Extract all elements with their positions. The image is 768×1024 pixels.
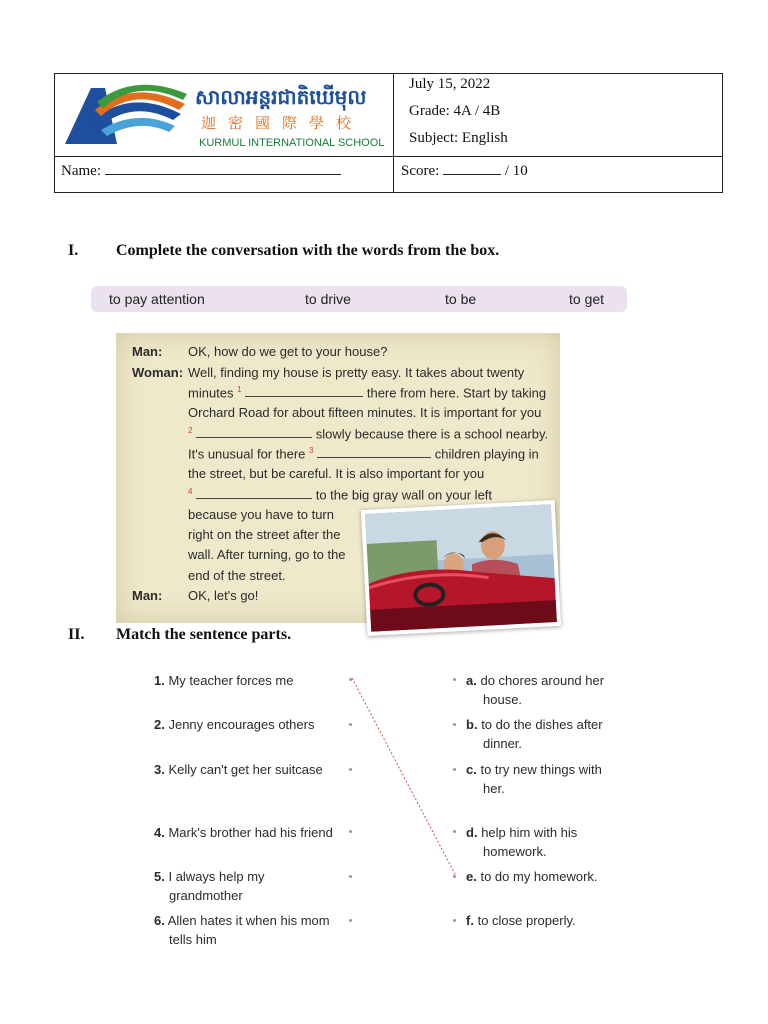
match-left-item bbox=[154, 760, 323, 779]
item-text: grandmother bbox=[169, 888, 243, 903]
item-text: dinner. bbox=[483, 736, 523, 751]
match-left-item bbox=[154, 867, 265, 905]
item-text: homework. bbox=[483, 844, 547, 859]
word-option: to pay attention bbox=[109, 291, 205, 307]
school-name-khmer: សាលាអន្តរជាតិឃើមុល bbox=[195, 85, 367, 109]
section-1-number: I. bbox=[68, 242, 79, 259]
blank-number: 4 bbox=[188, 487, 193, 496]
match-right-item bbox=[466, 911, 576, 930]
conversation-line: because you have to turn bbox=[188, 507, 334, 522]
item-text: tells him bbox=[169, 932, 217, 947]
match-right-item bbox=[466, 823, 577, 861]
item-text: house. bbox=[483, 692, 523, 707]
match-left-item bbox=[154, 715, 314, 734]
item-text: help him with his bbox=[481, 825, 578, 840]
conversation-line: end of the street. bbox=[188, 568, 286, 583]
subject-text: Subject: English bbox=[409, 130, 508, 146]
line-text: children playing in bbox=[434, 446, 539, 462]
item-letter: a. bbox=[466, 673, 477, 688]
match-dot[interactable] bbox=[453, 678, 456, 681]
line-text: minutes bbox=[188, 385, 234, 401]
item-number: 2. bbox=[154, 717, 165, 732]
item-text: Jenny encourages others bbox=[168, 717, 315, 732]
blank-number: 3 bbox=[309, 446, 314, 455]
item-text: My teacher forces me bbox=[168, 673, 294, 688]
blank-number: 1 bbox=[237, 385, 242, 394]
match-left-item bbox=[154, 823, 333, 842]
speaker-label: Woman: bbox=[132, 365, 184, 380]
item-text: to try new things with bbox=[480, 762, 602, 777]
item-letter: f. bbox=[466, 913, 474, 928]
conversation-line: right on the street after the bbox=[188, 527, 341, 542]
item-letter: c. bbox=[466, 762, 477, 777]
match-dot[interactable] bbox=[349, 723, 352, 726]
score-total: / 10 bbox=[504, 163, 528, 179]
item-number: 1. bbox=[154, 673, 165, 688]
match-dot[interactable] bbox=[453, 875, 456, 878]
name-label: Name: bbox=[61, 163, 101, 179]
section-2-number: II. bbox=[68, 626, 85, 643]
line-text: to the big gray wall on your left bbox=[315, 487, 493, 503]
item-number: 5. bbox=[154, 869, 165, 884]
match-dot[interactable] bbox=[453, 723, 456, 726]
grade-text: Grade: 4A / 4B bbox=[409, 103, 501, 119]
conversation-line: wall. After turning, go to the bbox=[188, 547, 346, 562]
match-dot[interactable] bbox=[349, 830, 352, 833]
item-number: 6. bbox=[154, 913, 165, 928]
section-2-title: Match the sentence parts. bbox=[116, 626, 292, 643]
match-right-item bbox=[466, 760, 602, 798]
match-left-item bbox=[154, 911, 330, 949]
match-dot[interactable] bbox=[349, 875, 352, 878]
score-label: Score: bbox=[401, 163, 440, 179]
conversation-line: OK, how do we get to your house? bbox=[188, 344, 388, 359]
item-text: to do the dishes after bbox=[481, 717, 603, 732]
word-option: to get bbox=[569, 291, 605, 307]
date-text: July 15, 2022 bbox=[409, 76, 491, 92]
item-text: to do my homework. bbox=[480, 869, 598, 884]
speaker-label: Man: bbox=[132, 344, 163, 359]
item-letter: b. bbox=[466, 717, 478, 732]
line-text: It's unusual for there bbox=[188, 446, 306, 462]
item-text: I always help my bbox=[168, 869, 265, 884]
line-text: slowly because there is a school nearby. bbox=[315, 426, 549, 442]
school-name-chinese: 迦密國際學校 bbox=[201, 114, 364, 132]
item-letter: d. bbox=[466, 825, 478, 840]
match-right-item bbox=[466, 715, 603, 753]
blank-number: 2 bbox=[188, 426, 193, 435]
match-dot[interactable] bbox=[453, 768, 456, 771]
item-number: 4. bbox=[154, 825, 165, 840]
match-dot[interactable] bbox=[453, 830, 456, 833]
conversation-line: the street, but be careful. It is also important for you bbox=[188, 466, 485, 481]
match-dot[interactable] bbox=[349, 678, 352, 681]
item-text: Mark's brother had his friend bbox=[168, 825, 333, 840]
line-text: there from here. Start by taking bbox=[366, 385, 547, 401]
word-option: to drive bbox=[305, 291, 351, 307]
item-number: 3. bbox=[154, 762, 165, 777]
match-left-item bbox=[154, 671, 293, 690]
match-dot[interactable] bbox=[349, 768, 352, 771]
match-right-item bbox=[466, 671, 604, 709]
item-text: do chores around her bbox=[480, 673, 605, 688]
item-text: Allen hates it when his mom bbox=[167, 913, 330, 928]
item-text: her. bbox=[483, 781, 505, 796]
conversation-line: OK, let's go! bbox=[188, 588, 259, 603]
match-dot[interactable] bbox=[349, 919, 352, 922]
item-text: to close properly. bbox=[477, 913, 576, 928]
speaker-label: Man: bbox=[132, 588, 163, 603]
match-dot[interactable] bbox=[453, 919, 456, 922]
word-option: to be bbox=[445, 291, 477, 307]
section-1-title: Complete the conversation with the words from the box. bbox=[116, 242, 500, 259]
match-right-item bbox=[466, 867, 598, 886]
conversation-line: Orchard Road for about fifteen minutes. It is important for you bbox=[188, 405, 542, 420]
school-name-english: KURMUL INTERNATIONAL SCHOOL bbox=[199, 137, 385, 149]
item-letter: e. bbox=[466, 869, 477, 884]
item-text: Kelly can't get her suitcase bbox=[168, 762, 323, 777]
conversation-line: Well, finding my house is pretty easy. It takes about twenty bbox=[188, 365, 525, 380]
